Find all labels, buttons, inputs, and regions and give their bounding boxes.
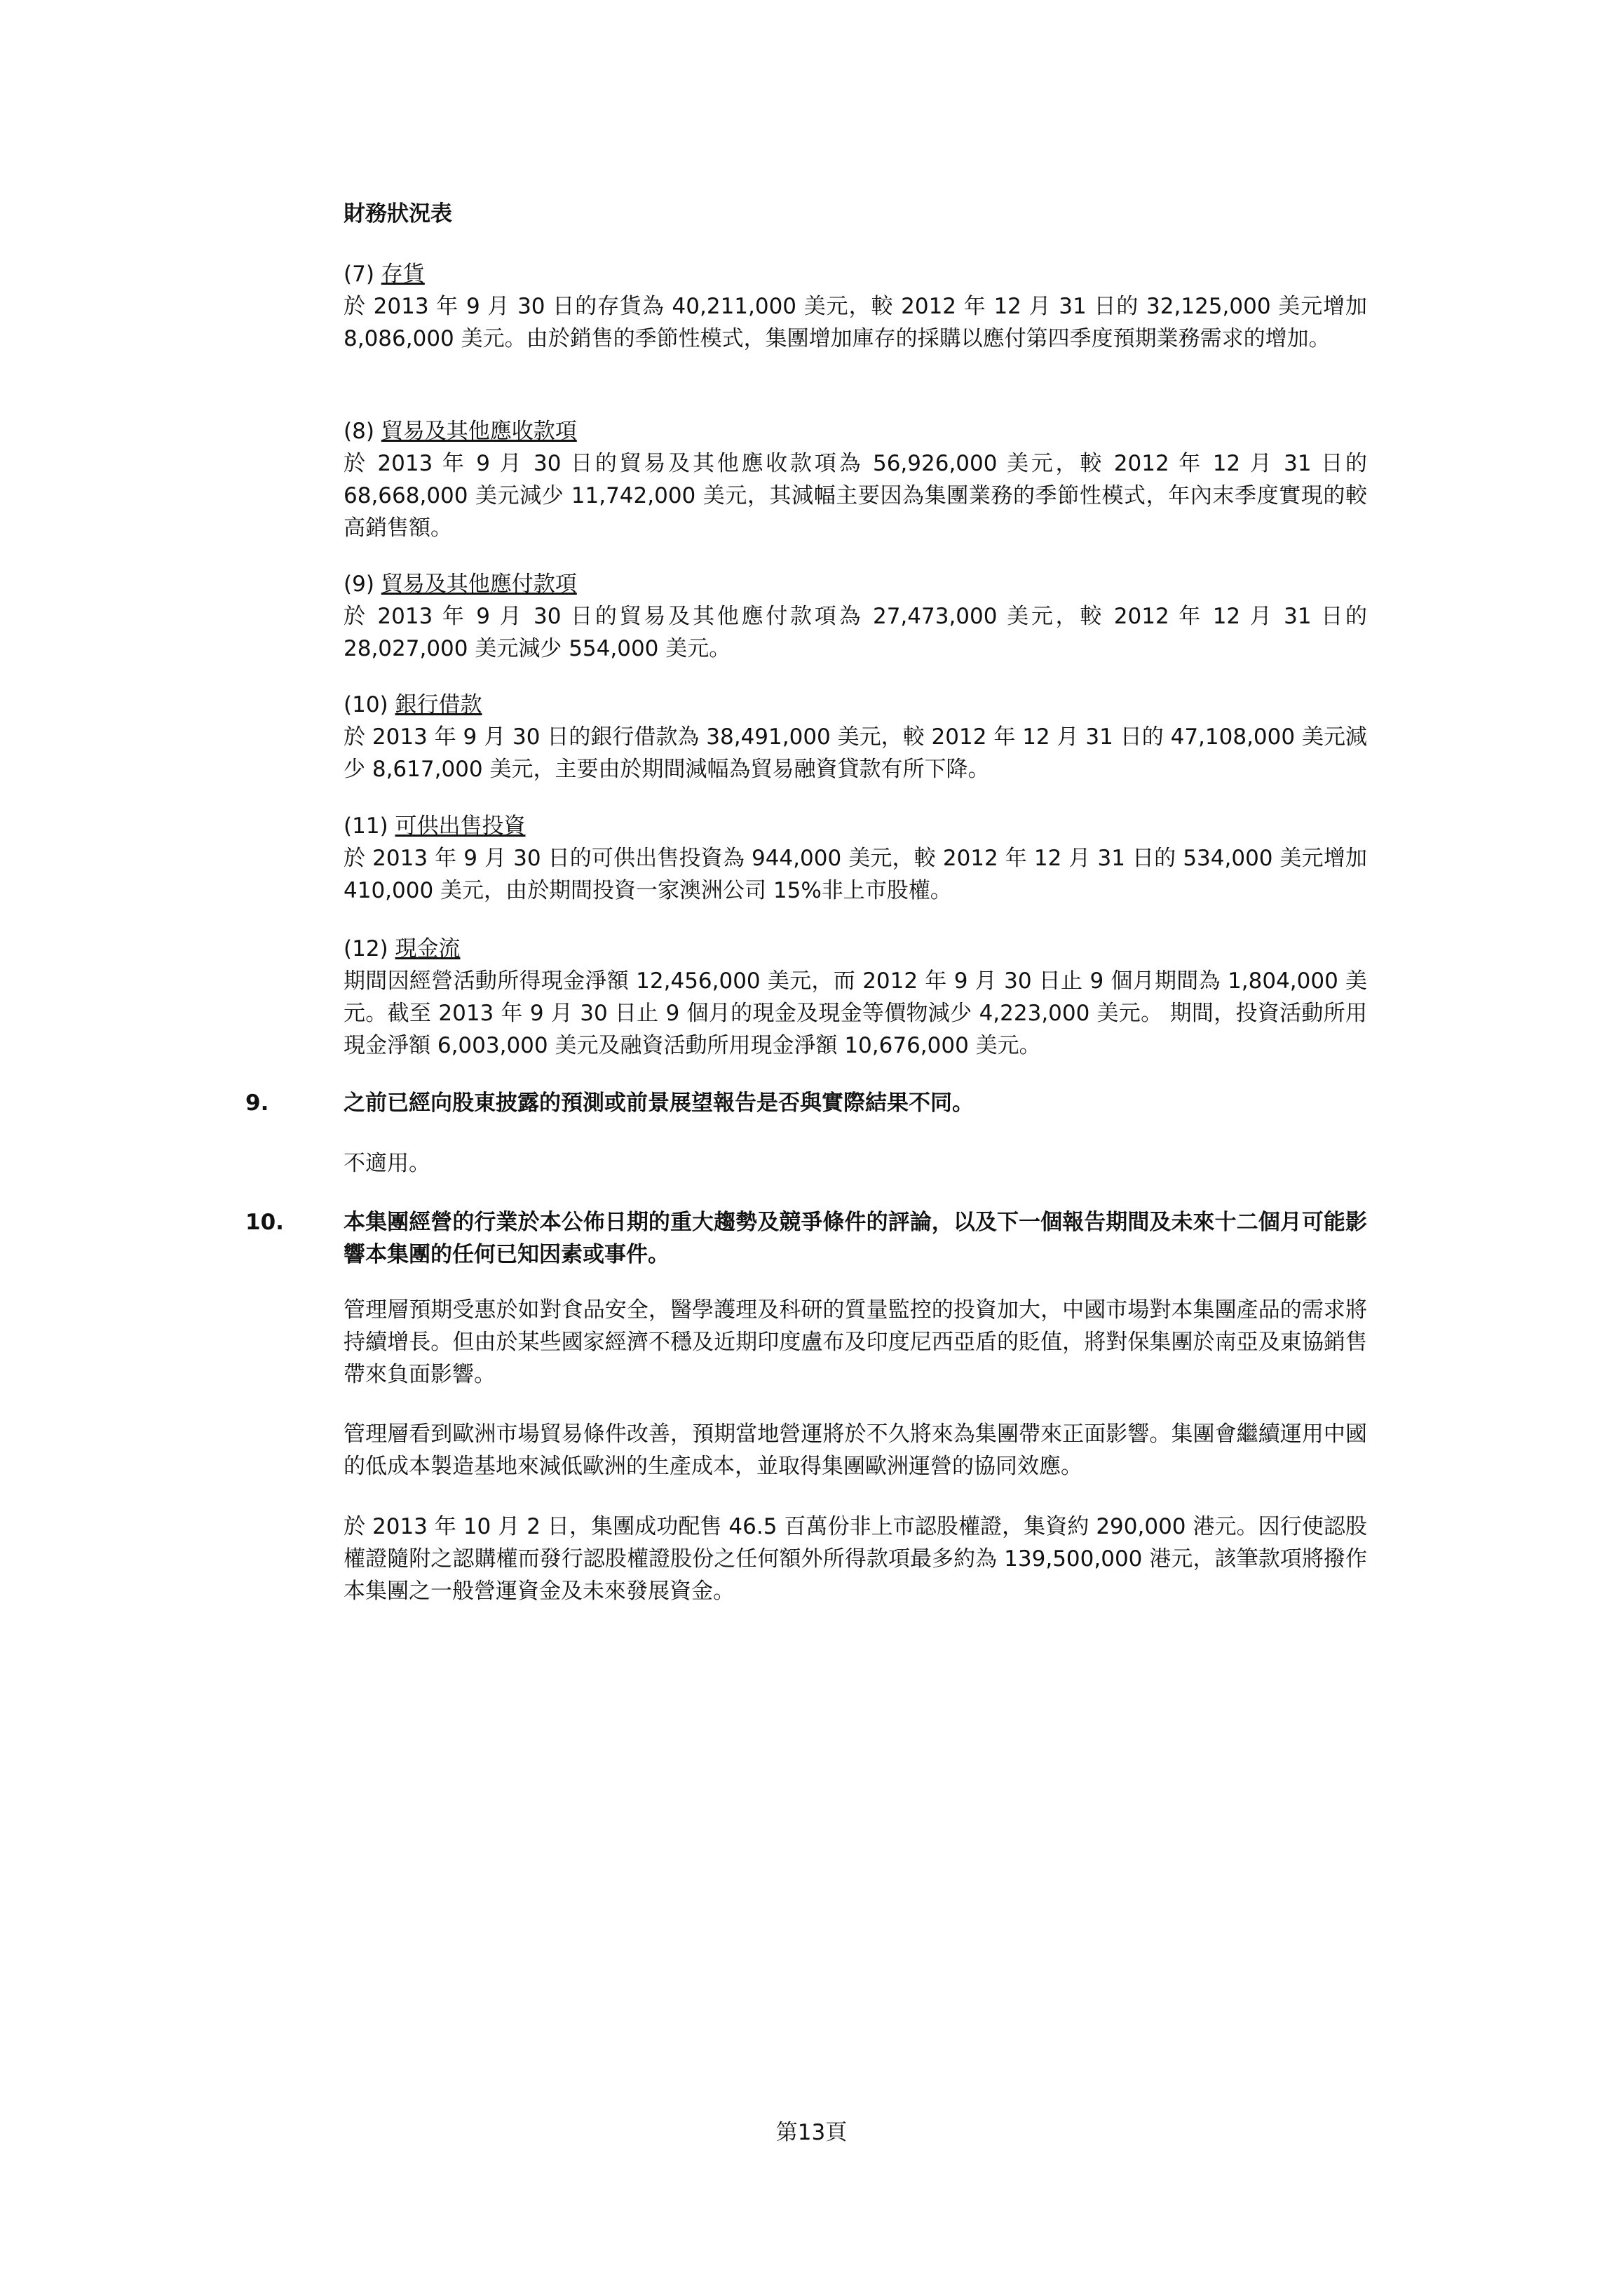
item-number: (12) (344, 936, 388, 961)
item-title: 貿易及其他應收款項 (381, 419, 577, 444)
item-trade-receivables (344, 415, 1367, 544)
item-heading (344, 258, 1367, 290)
section-9-heading: 之前已經向股東披露的預測或前景展望報告是否與實際結果不同。 (344, 1090, 974, 1116)
item-title: 貿易及其他應付款項 (381, 572, 577, 597)
section-title: 財務狀況表 (344, 201, 452, 227)
section-9-number: 9. (245, 1090, 269, 1116)
item-number: (8) (344, 419, 374, 444)
item-body: 於 2013 年 9 月 30 日的存貨為 40,211,000 美元，較 2012 年 12 月 31 日的 32,125,000 美元增加 8,086,000 美元。由於銷售的季節性模式，集團增加庫存的採購以應付第四季度預期業務需求的增加。 (344, 294, 1367, 351)
item-body: 於 2013 年 9 月 30 日的銀行借款為 38,491,000 美元，較 2012 年 12 月 31 日的 47,108,000 美元減少 8,617,000 美元，主要由於期間減幅為貿易融資貸款有所下降。 (344, 724, 1367, 782)
item-heading (344, 933, 1367, 965)
item-available-for-sale-investments (344, 810, 1367, 907)
item-heading (344, 810, 1367, 842)
item-inventory (344, 258, 1367, 355)
section-10-number: 10. (245, 1210, 284, 1235)
item-title: 現金流 (395, 936, 461, 961)
item-body: 於 2013 年 9 月 30 日的貿易及其他應付款項為 27,473,000 美元，較 2012 年 12 月 31 日的 28,027,000 美元減少 554,000 美元。 (344, 604, 1367, 661)
item-number: (9) (344, 572, 374, 597)
page-number: 第13頁 (775, 2120, 848, 2145)
item-trade-payables (344, 568, 1367, 665)
item-number: (7) (344, 262, 374, 287)
item-title: 存貨 (381, 262, 425, 287)
item-bank-borrowings (344, 689, 1367, 785)
item-number: (11) (344, 813, 388, 839)
item-heading (344, 568, 1367, 600)
item-body: 期間因經營活動所得現金淨額 12,456,000 美元，而 2012 年 9 月 30 日止 9 個月期間為 1,804,000 美元。截至 2013 年 9 月 30 日止 9 個月的現金及現金等價物減少 4,223,000 美元。 期間，投資活動所用現金淨額 6,003,000 美元及融資活動所用現金淨額 10,676,000 美元。 (344, 968, 1367, 1058)
section-10-paragraph: 於 2013 年 10 月 2 日，集團成功配售 46.5 百萬份非上市認股權證，集資約 290,000 港元。因行使認股權證隨附之認購權而發行認股權證股份之任何額外所得款項最多約為 139,500,000 港元，該筆款項將撥作本集團之一般營運資金及未來發展資金。 (344, 1514, 1367, 1604)
section-10-heading: 本集團經營的行業於本公佈日期的重大趨勢及競爭條件的評論，以及下一個報告期間及未來十二個月可能影響本集團的任何已知因素或事件。 (344, 1210, 1367, 1267)
item-heading (344, 415, 1367, 447)
item-body: 於 2013 年 9 月 30 日的貿易及其他應收款項為 56,926,000 美元，較 2012 年 12 月 31 日的 68,668,000 美元減少 11,742,000 美元，其減幅主要因為集團業務的季節性模式，年內末季度實現的較高銷售額。 (344, 451, 1367, 541)
item-cash-flow (344, 933, 1367, 1062)
item-number: (10) (344, 692, 388, 717)
item-title: 銀行借款 (395, 692, 482, 717)
item-heading (344, 689, 1367, 721)
section-9-body: 不適用。 (344, 1151, 430, 1176)
section-10-paragraph: 管理層預期受惠於如對食品安全，醫學護理及科研的質量監控的投資加大，中國市場對本集團產品的需求將持續增長。但由於某些國家經濟不穩及近期印度盧布及印度尼西亞盾的貶值，將對保集團於南亞及東協銷售帶來負面影響。 (344, 1297, 1367, 1387)
item-body: 於 2013 年 9 月 30 日的可供出售投資為 944,000 美元，較 2012 年 12 月 31 日的 534,000 美元增加 410,000 美元，由於期間投資一家澳洲公司 15%非上市股權。 (344, 846, 1367, 903)
item-title: 可供出售投資 (395, 813, 526, 839)
section-10-paragraph: 管理層看到歐洲市場貿易條件改善，預期當地營運將於不久將來為集團帶來正面影響。集團會繼續運用中國的低成本製造基地來減低歐洲的生產成本，並取得集團歐洲運營的協同效應。 (344, 1422, 1367, 1479)
